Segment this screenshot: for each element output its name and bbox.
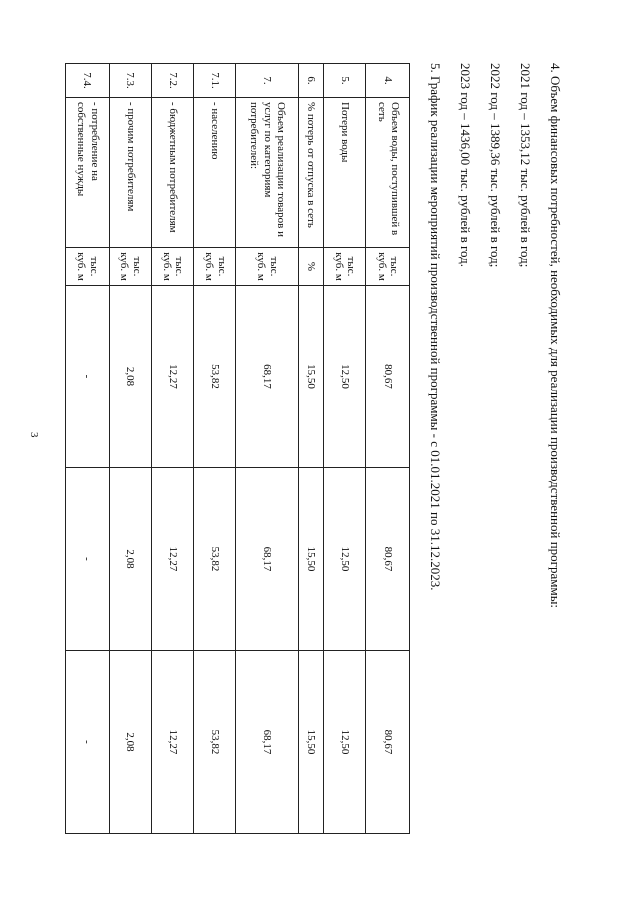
finance-line-2021: 2021 год – 1353,12 тыс. рублей в год;	[518, 63, 533, 268]
row-number: 7.	[236, 64, 298, 98]
row-value-2023: 2,08	[109, 651, 151, 834]
row-value-2021: 68,17	[236, 286, 298, 468]
row-value-2022: 12,27	[152, 468, 194, 651]
row-name: - бюджетным потребителям	[152, 98, 194, 248]
row-name: - прочим потребителям	[109, 98, 151, 248]
finance-line-2023: 2023 год – 1436,00 тыс. рублей в год.	[458, 63, 473, 267]
finance-line-2022: 2022 год – 1389,36 тыс. рублей в год;	[488, 63, 503, 268]
row-number: 6.	[298, 64, 323, 98]
row-unit: тыс. куб. м	[194, 248, 236, 286]
row-unit: тыс. куб. м	[366, 248, 410, 286]
row-value-2023: 12,27	[152, 651, 194, 834]
indicators-table-block	[65, 63, 410, 833]
row-value-2021: 53,82	[194, 286, 236, 468]
table-row	[236, 64, 298, 834]
table-row	[66, 64, 110, 834]
table-row	[324, 64, 366, 834]
table-row	[109, 64, 151, 834]
row-unit: тыс. куб. м	[152, 248, 194, 286]
row-number: 7.3.	[109, 64, 151, 98]
row-value-2021: 15,50	[298, 286, 323, 468]
table-row	[152, 64, 194, 834]
page-number: 3	[28, 432, 40, 438]
table-row	[194, 64, 236, 834]
row-number: 5.	[324, 64, 366, 98]
indicators-table	[65, 63, 410, 834]
row-value-2022: 80,67	[366, 468, 410, 651]
row-unit: тыс. куб. м	[236, 248, 298, 286]
row-unit: тыс. куб. м	[324, 248, 366, 286]
row-unit: тыс. куб. м	[66, 248, 110, 286]
program-text-block	[393, 63, 563, 843]
table-row	[298, 64, 323, 834]
row-value-2022: -	[66, 468, 110, 651]
row-name: - потребление на собственные нужды	[66, 98, 110, 248]
row-value-2023: 15,50	[298, 651, 323, 834]
row-value-2022: 2,08	[109, 468, 151, 651]
row-number: 7.1.	[194, 64, 236, 98]
row-value-2021: 12,50	[324, 286, 366, 468]
row-value-2022: 15,50	[298, 468, 323, 651]
section-5-heading: 5. График реализации мероприятий производственной программы - с 01.01.2021 по 31.12.2023.	[428, 63, 443, 591]
row-number: 7.4.	[66, 64, 110, 98]
row-name: Объем воды, поступившей в сеть	[366, 98, 410, 248]
row-number: 7.2.	[152, 64, 194, 98]
row-number: 4.	[366, 64, 410, 98]
row-value-2021: 80,67	[366, 286, 410, 468]
row-value-2023: 53,82	[194, 651, 236, 834]
row-value-2021: -	[66, 286, 110, 468]
row-value-2023: 80,67	[366, 651, 410, 834]
row-value-2021: 2,08	[109, 286, 151, 468]
row-value-2021: 12,27	[152, 286, 194, 468]
row-name: Объем реализации товаров и услуг по категориям потребителей:	[236, 98, 298, 248]
row-value-2023: 68,17	[236, 651, 298, 834]
row-unit: тыс. куб. м	[109, 248, 151, 286]
row-name: % потерь от отпуска в сеть	[298, 98, 323, 248]
row-value-2022: 53,82	[194, 468, 236, 651]
row-value-2022: 68,17	[236, 468, 298, 651]
row-name: Потери воды	[324, 98, 366, 248]
row-value-2023: -	[66, 651, 110, 834]
row-unit: %	[298, 248, 323, 286]
row-value-2022: 12,50	[324, 468, 366, 651]
row-name: - населению	[194, 98, 236, 248]
section-4-heading: 4. Объем финансовых потребностей, необходимых для реализации производственной программы:	[548, 63, 563, 609]
row-value-2023: 12,50	[324, 651, 366, 834]
